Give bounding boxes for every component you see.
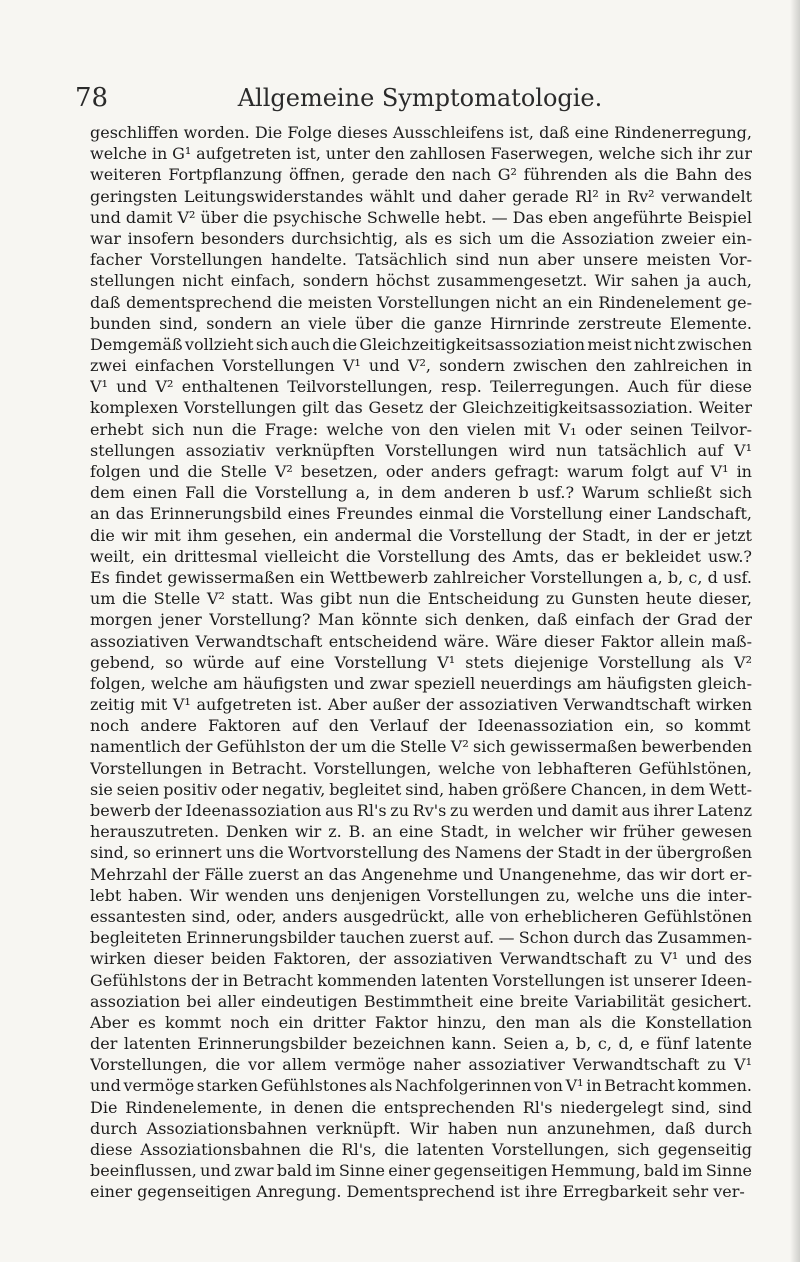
text-line: welche in G¹ aufgetreten ist, unter den zahllosen Faserwegen, welche sich ihr zur bbox=[90, 144, 752, 164]
text-line: an das Erinnerungsbild eines Freundes einmal die Vorstellung einer Landschaft, bbox=[90, 504, 752, 524]
text-line: komplexen Vorstellungen gilt das Gesetz der Gleichzeitigkeitsassoziation. Weiter bbox=[90, 398, 752, 418]
text-line: stellungen nicht einfach, sondern höchst zusammengesetzt. Wir sahen ja auch, bbox=[90, 271, 752, 291]
text-line: zwei einfachen Vorstellungen V¹ und V², sondern zwischen den zahlreichen in bbox=[90, 356, 752, 376]
text-line: Mehrzahl der Fälle zuerst an das Angenehme und Unangenehme, das wir dort er- bbox=[90, 864, 752, 884]
text-line: sie seien positiv oder negativ, begleitet sind, haben größere Chancen, in dem Wett- bbox=[90, 779, 752, 799]
text-line: erhebt sich nun die Frage: welche von den vielen mit V₁ oder seinen Teilvor- bbox=[90, 419, 752, 439]
text-line: lebt haben. Wir wenden uns denjenigen Vorstellungen zu, welche uns die inter- bbox=[90, 885, 752, 905]
text-line: assoziation bei aller eindeutigen Bestimmtheit eine breite Variabilität gesichert. bbox=[90, 991, 752, 1011]
text-line: zeitig mit V¹ aufgetreten ist. Aber außer der assoziativen Verwandtschaft wirken bbox=[90, 695, 752, 715]
text-line: weiteren Fortpflanzung öffnen, gerade den nach G² führenden als die Bahn des bbox=[90, 165, 752, 185]
text-line: wirken dieser beiden Faktoren, der assoziativen Verwandtschaft zu V¹ und des bbox=[90, 949, 752, 969]
text-line: und damit V² über die psychische Schwelle hebt. — Das eben angeführte Beispiel bbox=[90, 207, 752, 227]
text-line: die wir mit ihm gesehen, ein andermal die Vorstellung der Stadt, in der er jetzt bbox=[90, 525, 752, 545]
text-line: assoziativen Verwandtschaft entscheidend wäre. Wäre dieser Faktor allein maß- bbox=[90, 631, 752, 651]
body-text bbox=[90, 122, 752, 1203]
text-line: namentlich der Gefühlston der um die Stelle V² sich gewissermaßen bewerbenden bbox=[90, 737, 752, 757]
text-line: Demgemäß vollzieht sich auch die Gleichzeitigkeitsassoziation meist nicht zwischen bbox=[90, 334, 752, 354]
text-line: folgen, welche am häufigsten und zwar speziell neuerdings am häufigsten gleich- bbox=[90, 673, 752, 693]
text-line: Die Rindenelemente, in denen die entsprechenden Rl's niedergelegt sind, sind bbox=[90, 1097, 752, 1117]
page-edge-shadow bbox=[790, 0, 800, 1262]
text-line: Aber es kommt noch ein dritter Faktor hinzu, den man als die Konstellation bbox=[90, 1012, 752, 1032]
text-line: dem einen Fall die Vorstellung a, in dem anderen b usf.? Warum schließt sich bbox=[90, 483, 752, 503]
text-line: Vorstellungen in Betracht. Vorstellungen, welche von lebhafteren Gefühlstönen, bbox=[90, 758, 752, 778]
text-line: einer gegenseitigen Anregung. Dementsprechend ist ihre Erregbarkeit sehr ver- bbox=[90, 1182, 745, 1202]
text-line: der latenten Erinnerungsbilder bezeichnen kann. Seien a, b, c, d, e fünf latente bbox=[90, 1034, 752, 1054]
text-line: diese Assoziationsbahnen die Rl's, die latenten Vorstellungen, sich gegenseitig bbox=[90, 1140, 752, 1159]
running-title: Allgemeine Symptomatologie. bbox=[237, 84, 603, 112]
text-line: daß dementsprechend die meisten Vorstellungen nicht an ein Rindenelement ge- bbox=[90, 292, 752, 312]
text-line: stellungen assoziativ verknüpften Vorstellungen wird nun tatsächlich auf V¹ bbox=[90, 440, 752, 460]
text-line: Vorstellungen, die vor allem vermöge naher assoziativer Verwandtschaft zu V¹ bbox=[90, 1055, 752, 1075]
text-line: weilt, ein drittesmal vielleicht die Vorstellung des Amts, das er bekleidet usw.? bbox=[90, 546, 752, 566]
text-line: V¹ und V² enthaltenen Teilvorstellungen, resp. Teilerregungen. Auch für diese bbox=[90, 377, 752, 397]
page-number: 78 bbox=[75, 83, 109, 113]
text-line: morgen jener Vorstellung? Man könnte sich denken, daß einfach der Grad der bbox=[90, 610, 752, 630]
text-line: um die Stelle V² statt. Was gibt nun die Entscheidung zu Gunsten heute dieser, bbox=[90, 589, 752, 609]
text-line: begleiteten Erinnerungsbilder tauchen zuerst auf. — Schon durch das Zusammen- bbox=[90, 928, 752, 948]
text-line: essantesten sind, oder, anders ausgedrückt, alle von erheblicheren Gefühlstönen bbox=[90, 906, 752, 926]
text-line: geschliffen worden. Die Folge dieses Ausschleifens ist, daß eine Rindenerregung, bbox=[90, 123, 752, 142]
text-line: und vermöge starken Gefühlstones als Nachfolgerinnen von V¹ in Betracht kommen. bbox=[90, 1076, 752, 1096]
text-line: noch andere Faktoren auf den Verlauf der Ideenassoziation ein, so kommt bbox=[90, 716, 751, 736]
text-line: bewerb der Ideenassoziation aus Rl's zu Rv's zu werden und damit aus ihrer Latenz bbox=[90, 801, 752, 820]
text-line: bunden sind, sondern an viele über die ganze Hirnrinde zerstreute Elemente. bbox=[90, 313, 752, 333]
text-line: war insofern besonders durchsichtig, als es sich um die Assoziation zweier ein- bbox=[90, 228, 752, 248]
page-header bbox=[75, 80, 725, 116]
text-line: gebend, so würde auf eine Vorstellung V¹ stets diejenige Vorstellung als V² bbox=[90, 652, 752, 672]
text-line: folgen und die Stelle V² besetzen, oder anders gefragt: warum folgt auf V¹ in bbox=[90, 462, 752, 481]
text-line: Es findet gewissermaßen ein Wettbewerb zahlreicher Vorstellungen a, b, c, d usf. bbox=[90, 567, 752, 587]
text-line: Gefühlstons der in Betracht kommenden latenten Vorstellungen ist unserer Ideen- bbox=[90, 970, 752, 990]
text-line: sind, so erinnert uns die Wortvorstellung des Namens der Stadt in der übergroßen bbox=[90, 843, 752, 863]
text-line: beeinflussen, und zwar bald im Sinne einer gegenseitigen Hemmung, bald im Sinne bbox=[90, 1161, 752, 1181]
text-line: herauszutreten. Denken wir z. B. an eine Stadt, in welcher wir früher gewesen bbox=[90, 822, 752, 842]
text-line: geringsten Leitungswiderstandes wählt und daher gerade Rl² in Rv² verwandelt bbox=[90, 186, 752, 206]
text-line: facher Vorstellungen handelte. Tatsächlich sind nun aber unsere meisten Vor- bbox=[90, 250, 752, 270]
text-line: durch Assoziationsbahnen verknüpft. Wir haben nun anzunehmen, daß durch bbox=[90, 1118, 752, 1138]
